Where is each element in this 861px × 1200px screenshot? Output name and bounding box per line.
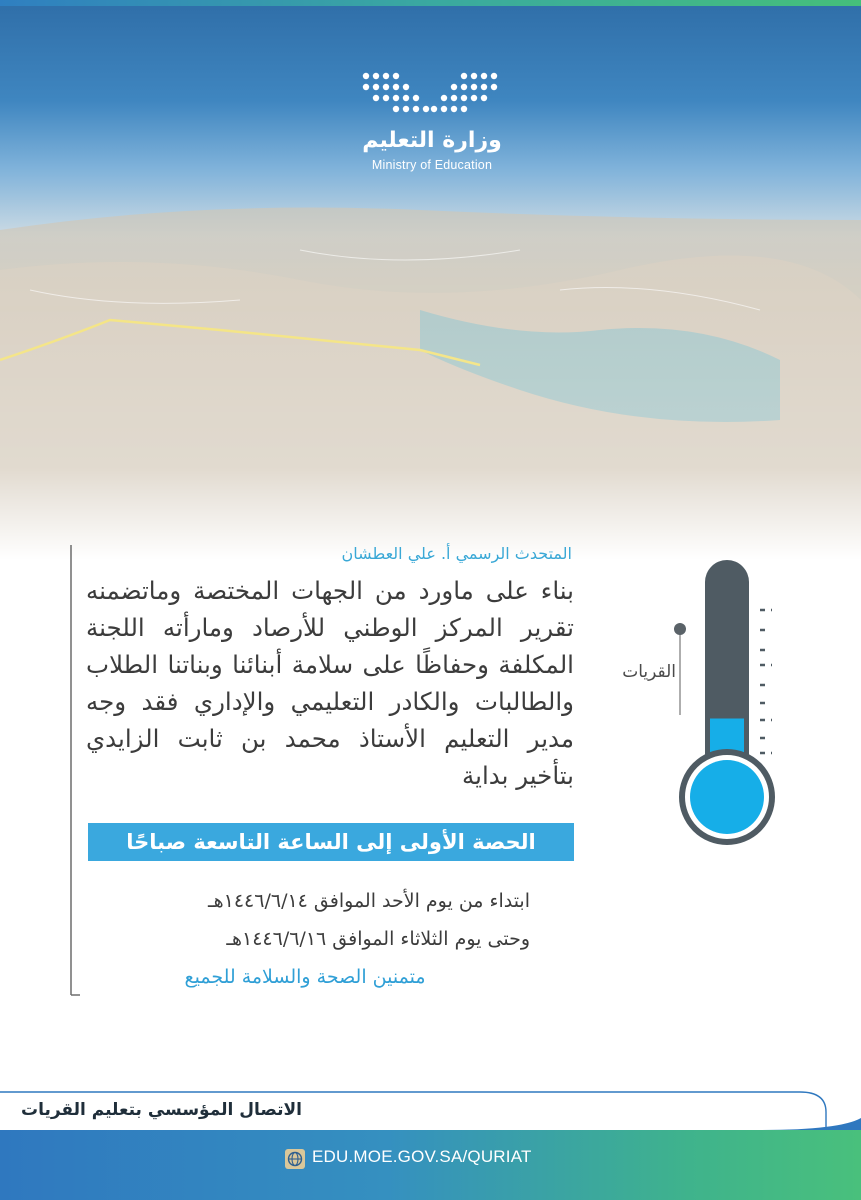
satellite-terrain-image — [0, 190, 861, 560]
start-date: ابتداء من يوم الأحد الموافق ١٤٤٦/٦/١٤هـ — [208, 890, 530, 912]
end-date: وحتى يوم الثلاثاء الموافق ١٤٤٦/٦/١٦هـ — [226, 928, 530, 950]
thermometer-icon — [660, 555, 820, 855]
city-label: القريات — [622, 662, 676, 682]
official-speaker: المتحدث الرسمي أ. علي العطشان — [341, 544, 572, 563]
content-frame-bracket — [66, 545, 80, 997]
ministry-name-english: Ministry of Education — [371, 158, 493, 172]
website-link[interactable]: EDU.MOE.GOV.SA/QURIAT — [312, 1147, 532, 1166]
closing-wish: متمنين الصحة والسلامة للجميع — [184, 966, 426, 988]
top-accent-strip — [0, 0, 861, 6]
ministry-logo-icon — [360, 70, 500, 116]
globe-icon — [285, 1149, 305, 1169]
ministry-name-arabic: وزارة التعليم — [362, 128, 502, 153]
announcement-body: بناء على ماورد من الجهات المختصة وماتضمنه تقرير المركز الوطني للأرصاد ومارأته اللجنة المكلفة وحفاظًا على سلامة أبنائنا وبناتنا الطلاب والطالبات والكادر التعليمي والإداري فقد وجه مدير التعليم الأستاذ محمد بن ثابت الزايدي بتأخير بداية — [86, 576, 574, 790]
announcement-highlight: الحصة الأولى إلى الساعة التاسعة صباحًا — [88, 823, 574, 861]
footer-department: الاتصال المؤسسي بتعليم القريات — [21, 1100, 302, 1120]
